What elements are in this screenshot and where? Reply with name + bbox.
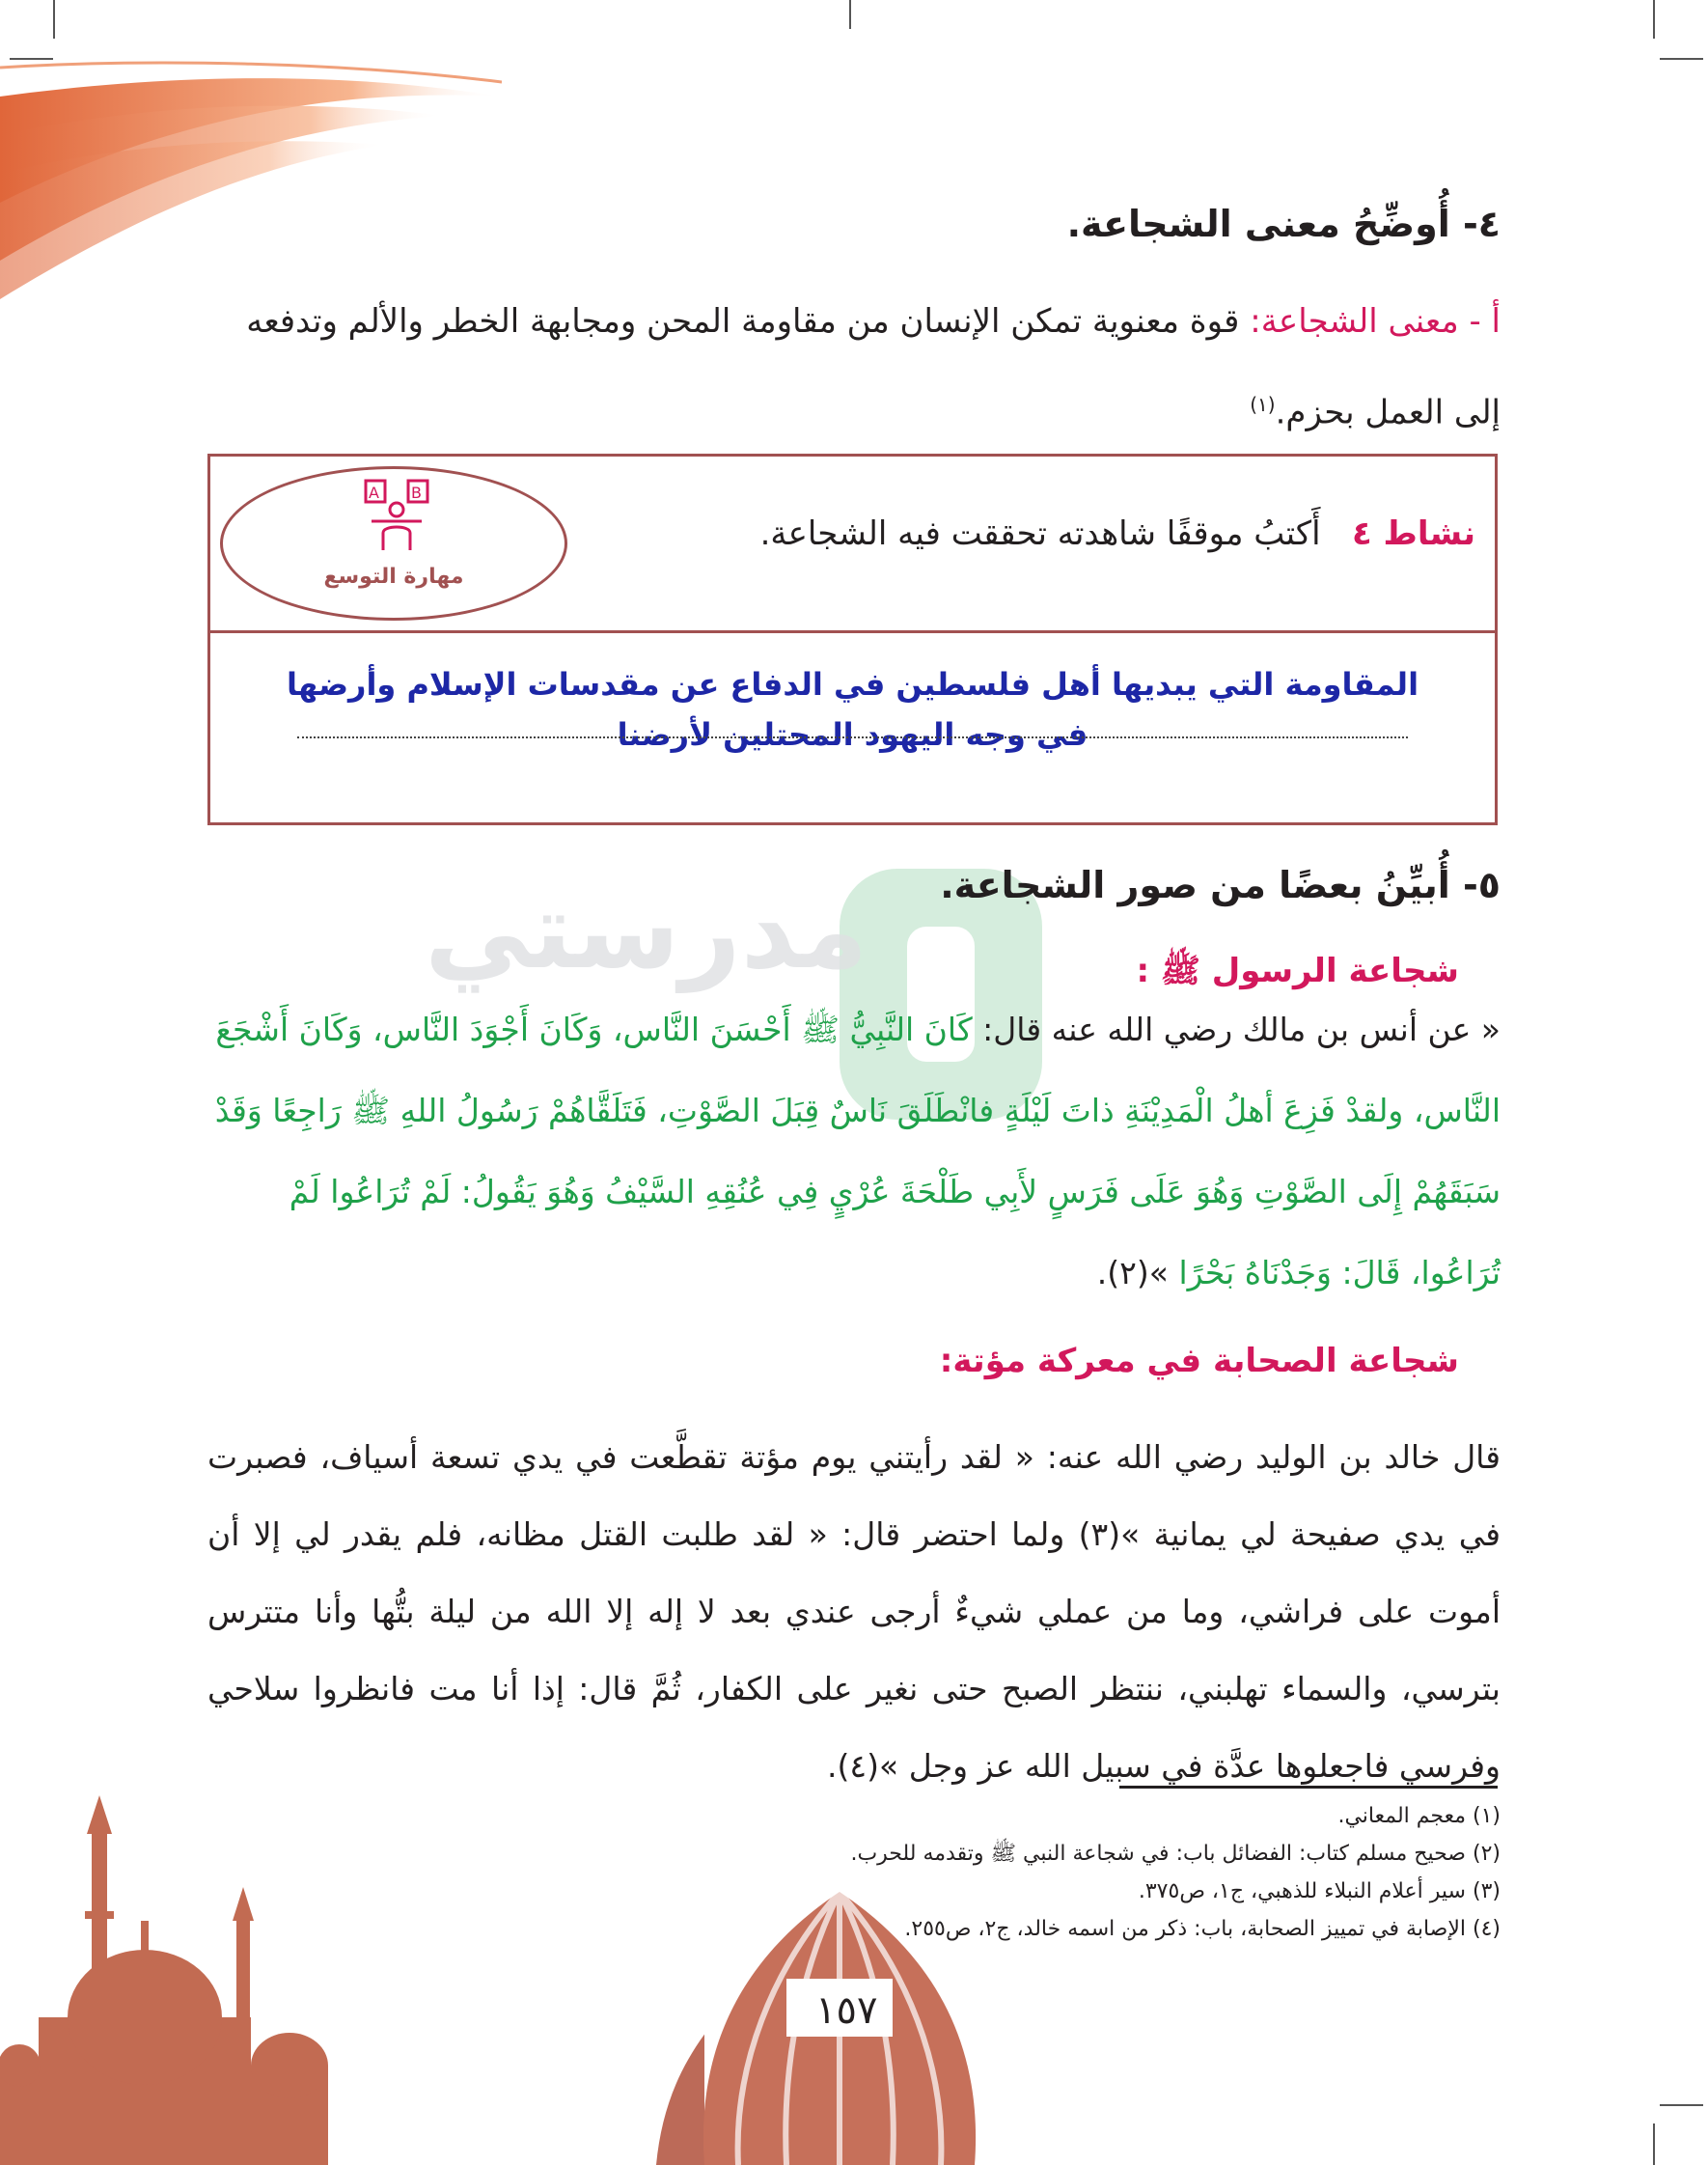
crop-mark xyxy=(1653,2123,1655,2165)
svg-text:B: B xyxy=(411,484,422,502)
definition-text: قوة معنوية تمكن الإنسان من مقاومة المحن ومجابهة الخطر والألم وتدفعه إلى العمل بحزم. xyxy=(246,302,1501,432)
section-5-heading: ٥- أُبيِّنُ بعضًا من صور الشجاعة. xyxy=(940,864,1501,906)
hadith-paragraph xyxy=(207,989,1501,1314)
section-4-heading: ٤- أُوضِّحُ معنى الشجاعة. xyxy=(1066,203,1501,245)
definition-paragraph xyxy=(207,280,1501,454)
watermark-text: مدرستي xyxy=(425,869,868,992)
skill-badge xyxy=(220,466,567,621)
hadith-text: كَانَ النَّبِيُّ ﷺ أَحْسَنَ النَّاس، وَكَانَ أَجْوَدَ النَّاس، وَكَانَ أَشْجَعَ النَّاس، ولقدْ فَزِعَ أهلُ الْمَدِيْنَةِ ذاتَ لَيْلَةٍ فانْطَلَقَ نَاسٌ قِبَلَ الصَّوْتِ، فَتَلَقَّاهُمْ رَسُولُ اللهِ ﷺ رَاجِعًا وَقَدْ سَبَقَهُمْ إِلَى الصَّوْتِ وَهُوَ عَلَى فَرَسٍ لأَبِي طَلْحَةَ عُرْيٍ فِي عُنُقِهِ السَّيْفُ وَهُوَ يَقُولُ: لَمْ تُرَاعُوا لَمْ تُرَاعُوا، قَالَ: وَجَدْنَاهُ بَحْرًا xyxy=(214,1011,1501,1291)
page-number: ١٥٧ xyxy=(815,1988,878,2033)
crop-mark xyxy=(1653,0,1655,39)
footnote-ref: (١) xyxy=(1250,393,1276,416)
definition-label: أ - معنى الشجاعة: xyxy=(1250,302,1501,341)
activity-box xyxy=(207,454,1498,825)
activity-task: أَكتبُ موقفًا شاهدته تحققت فيه الشجاعة. xyxy=(759,514,1321,553)
crop-mark xyxy=(53,0,55,39)
crop-mark xyxy=(849,0,851,29)
activity-label: نشاط ٤ xyxy=(1351,514,1475,553)
skill-label: مهارة التوسع xyxy=(323,565,464,589)
answer-line xyxy=(297,736,1408,738)
decorative-swoosh xyxy=(0,58,502,309)
footnote-item: (١) معجم المعاني. xyxy=(1337,1804,1501,1828)
activity-divider xyxy=(210,630,1495,633)
mosque-silhouette xyxy=(0,1776,704,2165)
crop-mark xyxy=(1660,58,1703,60)
svg-text:A: A xyxy=(369,484,379,502)
hadith-close: »(٢). xyxy=(1096,1254,1169,1291)
activity-answer[interactable]: المقاومة التي يبديها أهل فلسطين في الدفاع عن مقدسات الإسلام وأرضها في وجه اليهود المحتلين لأرضنا xyxy=(286,666,1419,753)
companions-courage-subheading xyxy=(940,1342,1459,1380)
footnote-separator xyxy=(1119,1786,1498,1789)
footnote-item: (٢) صحيح مسلم كتاب: الفضائل باب: في شجاعة النبي ﷺ وتقدمه للحرب. xyxy=(850,1842,1501,1866)
footnote-item: (٣) سير أعلام النبلاء للذهبي، ج١، ص٣٧٥. xyxy=(1138,1879,1501,1903)
activity-title xyxy=(760,514,1475,553)
crop-mark xyxy=(1660,2104,1703,2106)
footnote-item: (٤) الإصابة في تمييز الصحابة، باب: ذكر من اسمه خالد، ج٢، ص٢٥٥. xyxy=(904,1917,1501,1941)
expansion-skill-icon xyxy=(358,477,435,554)
companions-courage-title: شجاعة الصحابة في معركة مؤتة: xyxy=(939,1342,1459,1380)
khalid-paragraph: قال خالد بن الوليد رضي الله عنه: « لقد رأيتني يوم مؤتة تقطَّعت في يدي تسعة أسياف، فصبرت في يدي صفيحة لي يمانية »(٣) ولما احتضر قال: « لقد طلبت القتل مظانه، فلم يقدر لي إلا أن أموت على فراشي، وما من عملي شيءٌ أرجى عندي بعد لا إله إلا الله من ليلة بتُّها وأنا متترس بترسي، والسماء تهلبني، ننتظر الصبح حتى نغير على الكفار، ثُمَّ قال: إذا أنا مت فانظروا سلاحي وفرسي فاجعلوها عدَّة في سبيل الله عز وجل »(٤). xyxy=(207,1438,1501,1785)
hadith-intro: « عن أنس بن مالك رضي الله عنه قال: xyxy=(982,1011,1501,1048)
prophet-courage-title: شجاعة الرسول ﷺ : xyxy=(1136,952,1459,990)
